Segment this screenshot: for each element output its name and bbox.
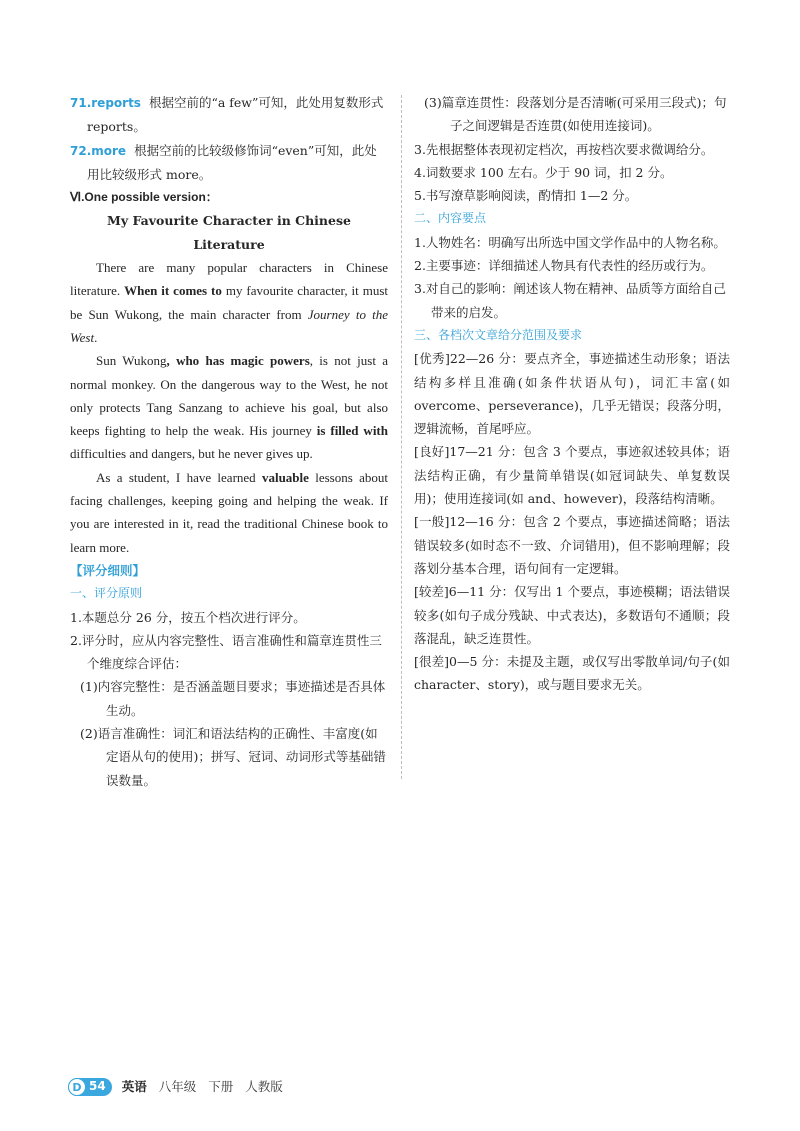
text-run: lessons about facing challenges, keeping going and helping the weak. If you are interested in it, read the traditional Chinese book to learn more. — [70, 469, 388, 555]
content-point: 2.主要事迹：详细描述人物具有代表性的经历或行为。 — [414, 258, 714, 274]
grade-level: [一般]12—16 分：包含 2 个要点，事迹描述简略；语法错误较多(如时态不一致、介词错用)，但不影响理解；段落划分基本合理，语句间有一定逻辑。 — [414, 514, 730, 576]
grade-level: [很差]0—5 分：未提及主题，或仅写出零散单词/句子(如 character、story)，或与题目要求无关。 — [414, 654, 730, 693]
rubric-item: 3.先根据整体表现初定档次，再按档次要求微调给分。 — [414, 141, 714, 157]
section-heading: Ⅵ.One possible version： — [70, 190, 218, 205]
rubric-item: 2.评分时，应从内容完整性、语言准确性和篇章连贯性三个维度综合评估： — [70, 632, 382, 672]
text-run: As a student, I have learned — [96, 469, 262, 485]
subject-name: 英语 — [121, 1079, 147, 1094]
text-run: Sun Wukong — [96, 353, 167, 369]
highlight-phrase: valuable — [261, 469, 309, 485]
grade-level: [较差]6—11 分：仅写出 1 个要点，事迹模糊；语法错误较多(如句子成分残缺、中式表达)，多数语句不通顺；段落混乱，缺乏连贯性。 — [414, 584, 730, 646]
text-run: There are many popular characters in Chinese literature. — [70, 260, 388, 299]
rubric-heading: 【评分细则】 — [70, 562, 146, 578]
left-column — [70, 91, 388, 792]
rubric-sub-item: (3)篇章连贯性：段落划分是否清晰(可采用三段式)；句子之间逻辑是否连贯(如使用连接词)。 — [424, 95, 727, 134]
answer-text: 根据空前的“a few”可知，此处用复数形式 — [148, 95, 384, 110]
edition-label: 人教版 — [245, 1079, 283, 1094]
highlight-phrase: , who has magic powers — [166, 353, 310, 369]
essay-paragraph-3 — [70, 466, 388, 559]
rubric-part-title: 三、各档次文章给分范围及要求 — [414, 327, 583, 342]
answer-text: 根据空前的比较级修饰词“even”可知，此处 — [134, 142, 377, 158]
rubric-item: 4.词数要求 100 左右。少于 90 词，扣 2 分。 — [414, 164, 673, 180]
text-run: . — [94, 329, 98, 345]
answer-72 — [70, 139, 388, 163]
rubric-item: 5.书写潦草影响阅读，酌情扣 1—2 分。 — [414, 188, 638, 204]
grade-label: 八年级 — [158, 1079, 197, 1094]
highlight-phrase: When it comes to — [124, 283, 222, 299]
term-label: 下册 — [208, 1079, 234, 1094]
answer-number: 72.more — [70, 143, 127, 158]
answer-71 — [70, 91, 388, 115]
essay-title: My Favourite Character in Chinese Literature — [107, 213, 351, 252]
answer-continuation: reports。 — [87, 119, 146, 135]
rubric-sub-item: (2)语言准确性：词汇和语法结构的正确性、丰富度(如定语从句的使用)；拼写、冠词、动词形式等基础错误数量。 — [80, 726, 386, 788]
content-point: 3.对自己的影响：阐述该人物在精神、品质等方面给自己带来的启发。 — [414, 281, 726, 320]
text-run: my favourite character, it must be Sun Wukong, the main character from — [70, 283, 389, 322]
rubric-part-title: 二、内容要点 — [414, 211, 487, 226]
rubric-item: 1.本题总分 26 分，按五个档次进行评分。 — [70, 609, 306, 625]
answer-number: 71.reports — [70, 96, 141, 110]
text-run: , is not just a normal monkey. On the dangerous way to the West, he not only protects Tang Sanzang to achieve his goal, but also keeps fighting to help the weak. His journey — [70, 353, 388, 439]
essay-paragraph-2 — [70, 349, 388, 465]
text-run: difficulties and dangers, but he never gives up. — [70, 446, 313, 462]
right-column — [414, 91, 730, 697]
page-number-badge — [68, 1078, 112, 1096]
content-point: 1.人物姓名：明确写出所选中国文学作品中的人物名称。 — [414, 234, 726, 250]
essay-paragraph-1 — [70, 256, 388, 349]
page-footer — [68, 1075, 283, 1098]
section-letter: D — [68, 1078, 86, 1096]
rubric-part-title: 一、评分原则 — [70, 586, 143, 601]
column-divider — [401, 95, 402, 779]
answer-continuation: 用比较级形式 more。 — [87, 166, 212, 182]
grade-level: [优秀]22—26 分：要点齐全，事迹描述生动形象；语法结构多样且准确(如条件状语从句)，词汇丰富(如 overcome、perseverance)，几乎无错误；段落分明，逻辑流畅，首尾呼应。 — [414, 351, 730, 437]
sample-essay — [70, 209, 388, 558]
book-title: Journey to the West — [70, 306, 388, 345]
grade-level: [良好]17—21 分：包含 3 个要点，事迹叙述较具体；语法结构正确，有少量简单错误(如冠词缺失、单复数误用)；使用连接词(如 and、however)，段落结构清晰。 — [414, 444, 730, 507]
rubric-sub-item: (1)内容完整性：是否涵盖题目要求；事迹描述是否具体生动。 — [80, 679, 386, 718]
highlight-phrase: is filled with — [316, 423, 388, 439]
page-number: 54 — [89, 1079, 106, 1093]
